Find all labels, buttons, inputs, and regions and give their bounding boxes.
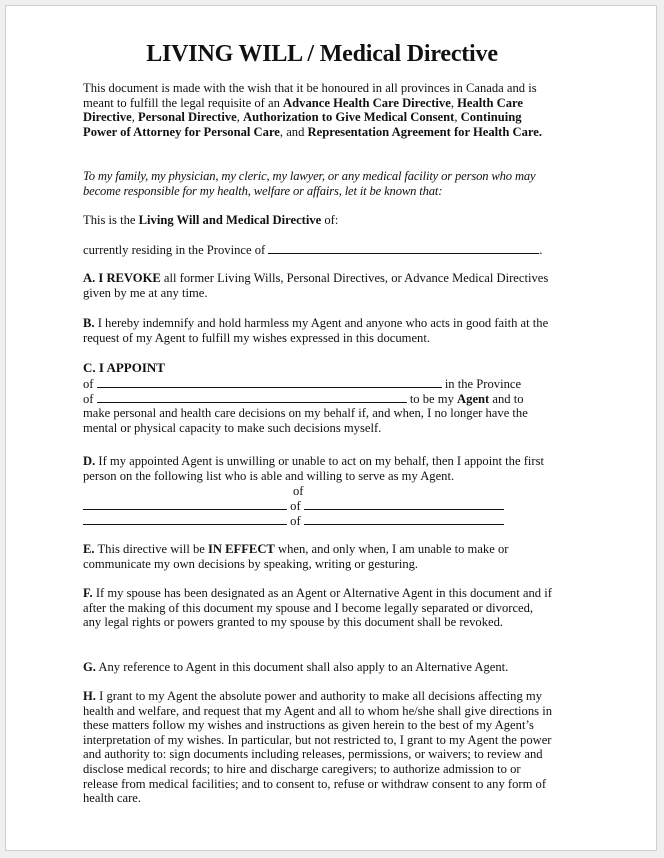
section-b: B. I hereby indemnify and hold harmless my Agent and anyone who acts in good faith at the request of my Agent to fulfill my wishes expressed in this document. xyxy=(83,316,549,345)
province-blank[interactable] xyxy=(268,242,539,254)
agent-province-blank[interactable] xyxy=(97,391,407,403)
section-h: H. I grant to my Agent the absolute power and authority to make all decisions affecting my health and welfare, and request that my Agent and all to whom he/she shall give directions in these matters follow my wishes and instructions as given herein to the best of my Agent’s interpretation of my wishes. In particular, but not restricted to, I grant to my Agent the power and authority to: sign documents including releases, permissions, or waivers; to review and disclose medical records; to hire and discharge caregivers; to authorize admission to or release from medical facilities; and to consent to, refuse or withdraw consent to any form of health care. xyxy=(83,689,552,806)
this-is-line: This is the Living Will and Medical Directive of: xyxy=(83,213,339,227)
alternate-agent-place-blank-2[interactable] xyxy=(304,513,504,525)
residing-line: currently residing in the Province of . xyxy=(83,243,543,257)
address-paragraph: To my family, my physician, my cleric, my lawyer, or any medical facility or person who may become responsible for my health, welfare or affairs, let it be known that: xyxy=(83,169,536,198)
intro-paragraph: This document is made with the wish that it be honoured in all provinces in Canada and is meant to fulfill the legal requisite of an Advance Health Care Directive, Health Care Directive, Personal Directive, Authorization to Give Medical Consent, Continuing Power of Attorney for Personal Care, and Representation Agreement for Health Care. xyxy=(83,81,543,139)
alternate-agent-name-blank-2[interactable] xyxy=(83,513,287,525)
page-title: LIVING WILL / Medical Directive xyxy=(146,41,498,67)
section-e: E. This directive will be IN EFFECT when, and only when, I am unable to make or communicate my own decisions by speaking, writing or gesturing. xyxy=(83,542,509,571)
section-f: F. If my spouse has been designated as an Agent or Alternative Agent in this document and if after the making of this document my spouse and I become legally separated or divorced, any legal rights or powers granted to my spouse by this document shall be revoked. xyxy=(83,586,552,630)
document-page: LIVING WILL / Medical Directive This document is made with the wish that it be honoured in all provinces in Canada and is meant to fulfill the legal requisite of an Advance Health Care Directive, Health Care Directive, Personal Directive, Authorization to Give Medical Consent, Continuing Power of Attorney for Personal Care, and Representation Agreement for Health Care. To my family, my physician, my cleric, my lawyer, or any medical facility or person who may become responsible for my health, welfare or affairs, let it be known that: This is the Living Will and Medical Directive of: currently residing in the Province of . A. I REVOKE all former Living Wills, Personal Directives, or Advance Medical Directives given by me at any time. B. I hereby indemnify and hold harmless my Agent and anyone who acts in good faith at the request of my Agent to fulfill my wishes expressed in this document. C. I APPOINT of in the Province of to be my Agent and to make personal and health care decisions on my behalf if, and when, I no longer have the mental or physical capacity to make such decisions myself. D. If my appointed Agent is unwilling or unable to act on my behalf, then I appoint the first person on the following list who is able and willing to serve as my Agent. of of of E. This directive will be IN EFFECT when, and only when, I am unable to make or communicate my own decisions by speaking, writing or gesturing. F. If my spouse has been designated as an Agent or Alternative Agent in this document and if after the making of this document my spouse and I become legally separated or divorced, any legal rights or powers granted to my spouse by this document shall be revoked. G. Any reference to Agent in this document shall also apply to an Alternative Agent. H. I grant to my Agent the absolute power and authority to make all decisions affecting my health and welfare, and request that my Agent and all to whom he/she shall give directions in these matters follow my wishes and instructions as given herein to the best of my Agent’s interpretation of my wishes. In particular, but not restricted to, I grant to my Agent the power and authority to: sign documents including releases, permissions, or waivers; to review and disclose medical records; to hire and discharge caregivers; to authorize admission to or release from medical facilities; and to consent to, refuse or withdraw consent to any form of health care. xyxy=(5,5,657,851)
section-a: A. I REVOKE all former Living Wills, Personal Directives, or Advance Medical Directives given by me at any time. xyxy=(83,271,549,300)
alternate-agent-place-blank-1[interactable] xyxy=(304,498,504,510)
alternate-agent-name-blank-1[interactable] xyxy=(83,498,287,510)
agent-name-blank[interactable] xyxy=(97,376,442,388)
section-g: G. Any reference to Agent in this document shall also apply to an Alternative Agent. xyxy=(83,660,509,674)
